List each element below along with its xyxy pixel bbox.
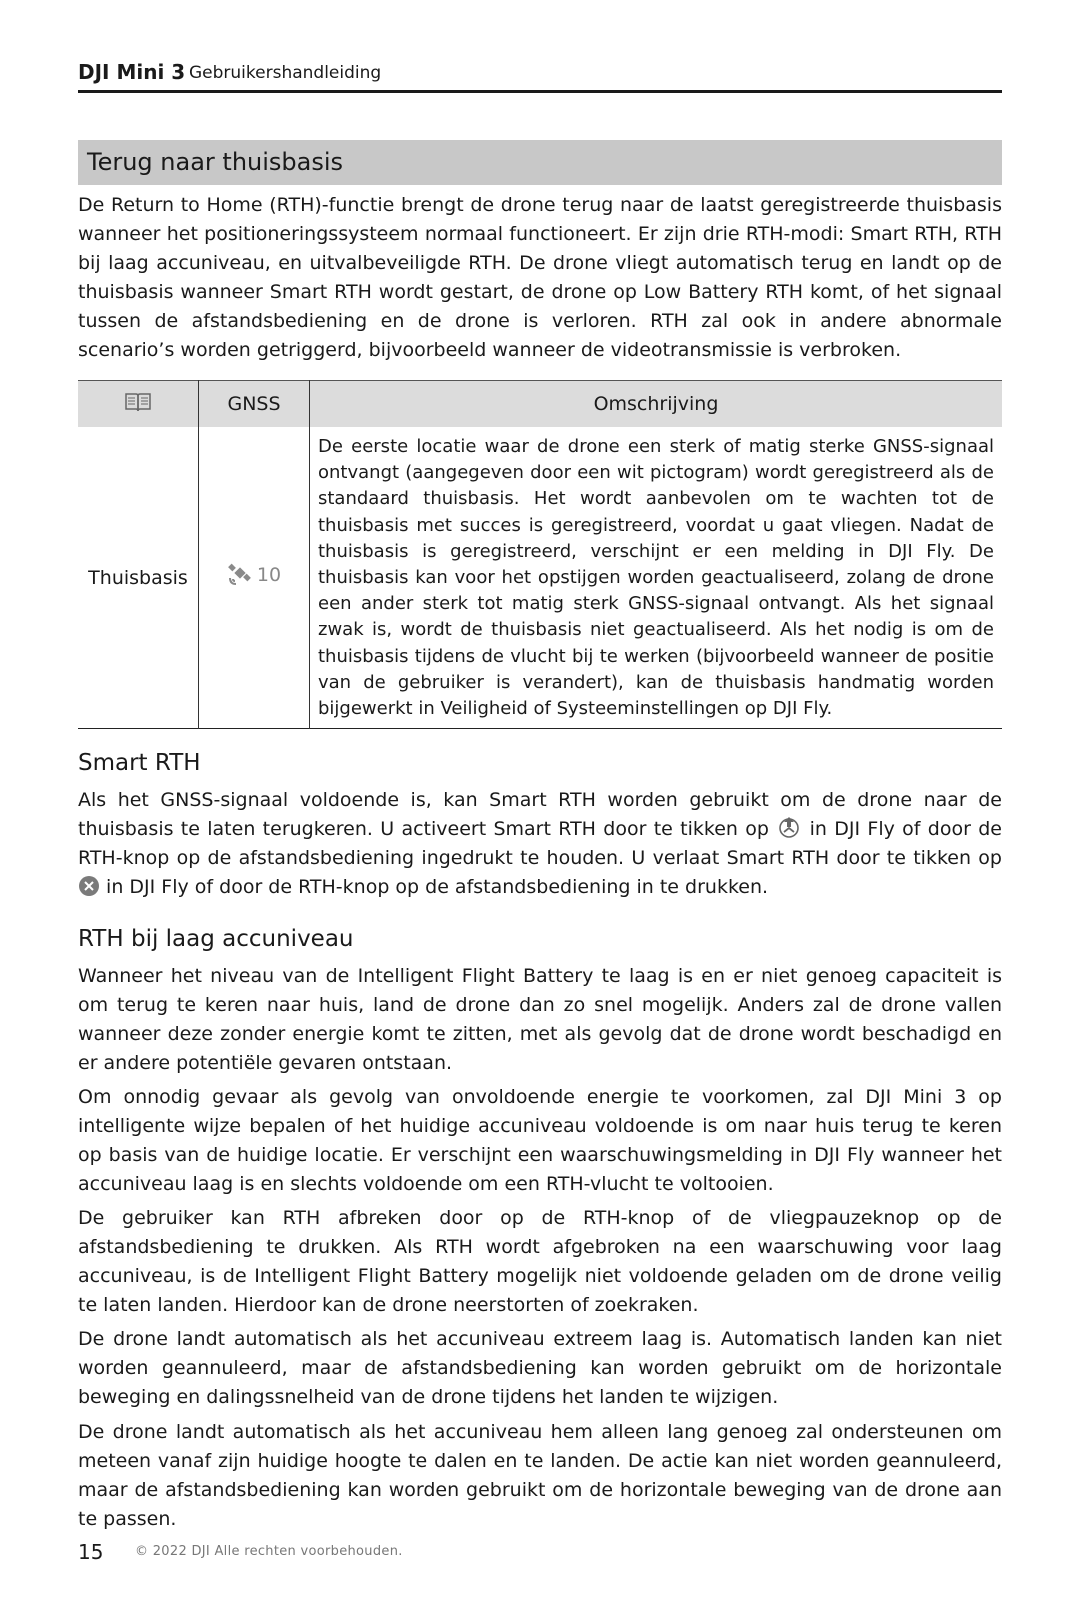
row-label: Thuisbasis [78,427,199,729]
rth-icon [776,815,802,839]
low-battery-paragraph-3: De gebruiker kan RTH afbreken door op de RTH-knop of de vliegpauzeknop op de afstandsbediening te drukken. Als RTH wordt afgebroken na een waarschuwing voor laag accuniveau, is de Intelligent Flight Battery mogelijk niet voldoende geladen om de drone veilig te laten landen. Hierdoor kan de drone neerstorten of zoekraken. [78,1207,1002,1316]
low-battery-rth-heading: RTH bij laag accuniveau [78,926,354,952]
intro-paragraph: De Return to Home (RTH)-functie brengt de drone terug naar de laatst geregistreerde thuisbasis wanneer het positioneringssysteem normaal functioneert. Er zijn drie RTH-modi: Smart RTH, RTH bij laag accuniveau, en uitvalbeveiligde RTH. De drone vliegt automatisch terug en landt op de thuisbasis wanneer Smart RTH wordt gestart, de drone op Low Battery RTH komt, of het signaal tussen de afstandsbediening en de drone is verloren. RTH zal ook in andere abnormale scenario’s worden getriggerd, bijvoorbeeld wanneer de videotransmissie is verbroken. [78,194,1002,361]
low-battery-paragraph-2: Om onnodig gevaar als gevolg van onvoldoende energie te voorkomen, zal DJI Mini 3 op intelligente wijze bepalen of het huidige accuniveau voldoende is om naar huis terug te keren op basis van de huidige locatie. Er verschijnt een waarschuwingsmelding in DJI Fly wanneer het accuniveau laag is en slechts voldoende om een RTH-vlucht te voltooien. [78,1086,1002,1195]
book-icon [124,391,152,413]
low-battery-paragraph-5: De drone landt automatisch als het accuniveau hem alleen lang genoeg zal ondersteunen om meteen vanaf zijn huidige hoogte te dalen en te landen. De actie kan niet worden geannuleerd, maar de afstandsbediening kan worden gebruikt om de horizontale beweging van de drone aan te passen. [78,1421,1002,1530]
brand-name: DJI Mini 3 [78,60,186,84]
smart-rth-text-1: Als het GNSS-signaal voldoende is, kan Smart RTH worden gebruikt om de drone naar de thuisbasis te laten terugkeren. U activeert Smart RTH door te tikken op [78,789,1002,840]
section-heading-bar [78,140,1002,185]
low-battery-paragraph-4: De drone landt automatisch als het accuniveau extreem laag is. Automatisch landen kan niet worden geannuleerd, maar de afstandsbediening kan worden gebruikt om de horizontale beweging en dalingssnelheid van de drone tijdens het landen te wijzigen. [78,1328,1002,1408]
page-footer [78,1538,1002,1568]
manual-subtitle: Gebruikershandleiding [189,63,382,83]
table-header-description: Omschrijving [310,381,1003,428]
smart-rth-text-2: in DJI Fly of door de RTH-knop op de afstandsbediening ingedrukt te houden. U verlaat Smart RTH door te tikken op [78,818,1002,869]
table-row [78,427,1002,729]
smart-rth-heading: Smart RTH [78,750,201,776]
gnss-satellite-count: 10 [256,564,282,587]
table-header-icon-cell [78,381,199,428]
copyright-text: © 2022 DJI Alle rechten voorbehouden. [135,1544,403,1559]
home-point-table [78,380,1002,729]
table-header-gnss: GNSS [199,381,310,428]
page-number: 15 [78,1540,104,1564]
page-header [78,58,1002,93]
smart-rth-text-3: in DJI Fly of door de RTH-knop op de afstandsbediening in te drukken. [106,876,769,898]
row-gnss-cell [199,427,310,729]
satellite-icon [227,563,253,587]
row-description: De eerste locatie waar de drone een sterk of matig sterke GNSS-signaal ontvangt (aangegeven door een wit pictogram) wordt geregistreerd als de standaard thuisbasis. Het wordt aanbevolen om te wachten tot de thuisbasis met succes is geregistreerd, voordat u gaat vliegen. Nadat de thuisbasis is geregistreerd, verschijnt er een melding in DJI Fly. De thuisbasis kan voor het opstijgen worden geactualiseerd, zolang de drone een ander sterk tot matig sterk GNSS-signaal ontvangt. Als het signaal zwak is, wordt de thuisbasis niet geactualiseerd. Als het nodig is om de thuisbasis tijdens de vlucht bij te werken (bijvoorbeeld wanneer de positie van de gebruiker is verandert), kan de thuisbasis handmatig worden bijgewerkt in Veiligheid of Systeeminstellingen op DJI Fly. [318,436,994,720]
low-battery-paragraph-1: Wanneer het niveau van de Intelligent Flight Battery te laag is en er niet genoeg capaciteit is om terug te keren naar huis, land de drone dan zo snel mogelijk. Anders zal de drone vallen wanneer deze zonder energie komt te zitten, met als gevolg dat de drone wordt beschadigd en er andere potentiële gevaren ontstaan. [78,965,1002,1074]
cancel-icon [78,875,100,897]
smart-rth-paragraph [78,786,1002,902]
section-title: Terug naar thuisbasis [87,148,344,176]
table-header-row [78,381,1002,428]
